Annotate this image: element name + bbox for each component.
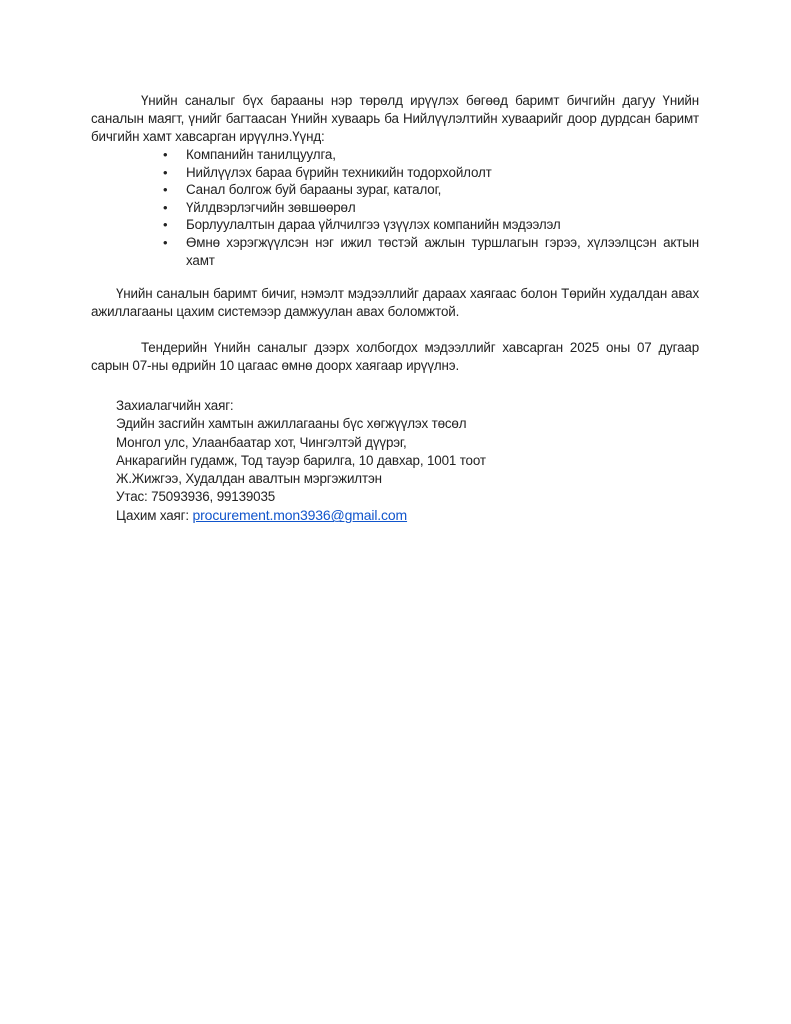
address-phone: Утас: 75093936, 99139035 xyxy=(116,489,276,505)
bullet-icon: • xyxy=(163,217,168,233)
address-line-contact-person: Ж.Жижгээ, Худалдан авалтын мэргэжилтэн xyxy=(116,470,382,486)
address-line-organization: Эдийн засгийн хамтын ажиллагааны бүс хөгжүүлэх төсөл xyxy=(116,416,467,432)
document-page xyxy=(91,92,699,526)
list-item xyxy=(163,234,699,269)
list-item xyxy=(163,199,699,217)
bullet-icon: • xyxy=(163,164,168,180)
list-item-text: Нийлүүлэх бараа бүрийн техникийн тодорхойлолт xyxy=(186,164,492,180)
bullet-icon: • xyxy=(163,199,168,215)
intro-paragraph: Үнийн саналыг бүх барааны нэр төрөлд ирүүлэх бөгөөд баримт бичгийн дагуу Үнийн саналын маягт, үнийг багтаасан Үнийн хуваарь ба Нийлүүлэлтийн хуваарийг доор дурдсан баримт бичгийн хамт хавсарган ирүүлнэ.Үүнд: xyxy=(91,93,699,144)
info-paragraph: Үнийн саналын баримт бичиг, нэмэлт мэдээллийг дараах хаягаас болон Төрийн худалдан авах ажиллагааны цахим системээр дамжуулан авах боломжтой. xyxy=(91,286,699,320)
address-line-street: Анкарагийн гудамж, Тод тауэр барилга, 10 давхар, 1001 тоот xyxy=(116,452,486,468)
email-label: Цахим хаяг: xyxy=(116,508,193,524)
list-item-text: Үйлдвэрлэгчийн зөвшөөрөл xyxy=(186,199,356,215)
deadline-paragraph: Тендерийн Үнийн саналыг дээрх холбогдох мэдээллийг хавсарган 2025 оны 07 дугаар сарын 07-ны өдрийн 10 цагаас өмнө доорх хаягаар ирүүлнэ. xyxy=(91,340,699,374)
list-item-text: Компанийн танилцуулга, xyxy=(186,147,336,162)
list-item xyxy=(163,216,699,234)
list-item xyxy=(163,164,699,182)
address-email-row xyxy=(116,506,699,525)
list-item-text: Санал болгож буй барааны зураг, каталог, xyxy=(186,182,442,198)
list-item-text: Борлуулалтын дараа үйлчилгээ үзүүлэх компанийн мэдээлэл xyxy=(186,217,561,233)
list-item-text: Өмнө хэрэгжүүлсэн нэг ижил төстэй ажлын туршлагын гэрээ, хүлээлцсэн актын хамт xyxy=(186,234,699,268)
list-item xyxy=(163,181,699,199)
email-link[interactable]: procurement.mon3936@gmail.com xyxy=(192,507,408,524)
bullet-icon: • xyxy=(163,182,168,198)
bullet-icon: • xyxy=(163,147,168,162)
address-heading: Захиалагчийн хаяг: xyxy=(116,398,234,414)
bullet-icon: • xyxy=(163,234,168,250)
list-item xyxy=(163,146,699,164)
address-line-city: Монгол улс, Улаанбаатар хот, Чингэлтэй дүүрэг, xyxy=(116,434,407,450)
requirements-list xyxy=(91,146,699,269)
address-block xyxy=(116,397,699,525)
